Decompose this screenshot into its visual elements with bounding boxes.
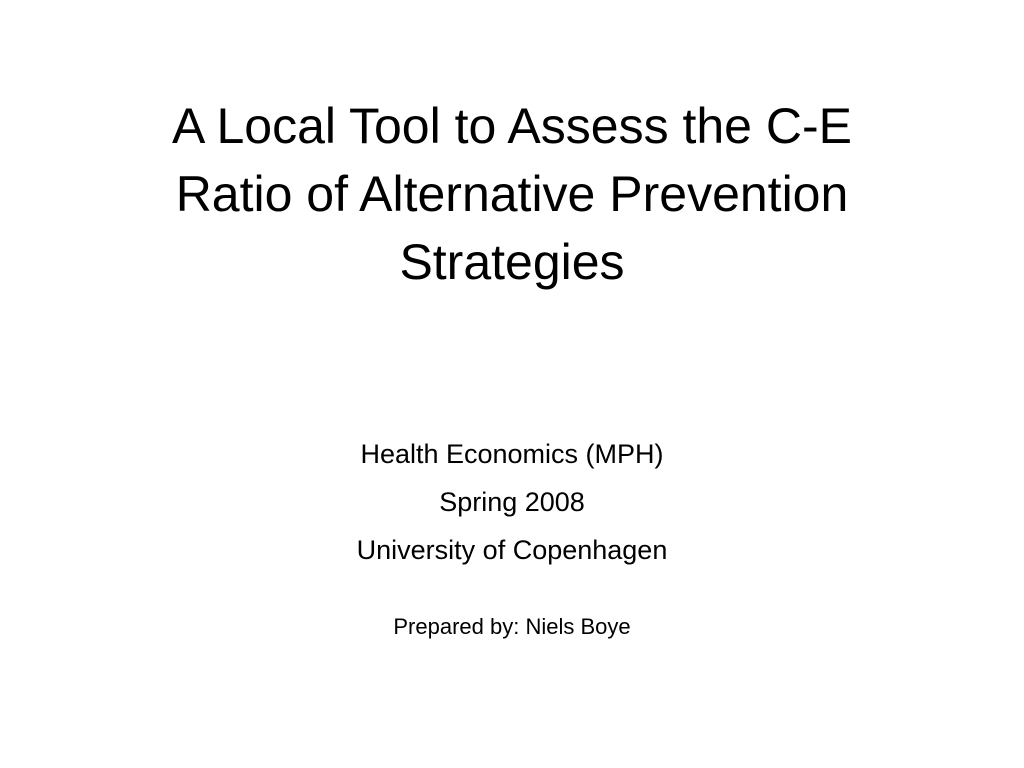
slide-title-line-1: A Local Tool to Assess the C-E [171,98,852,154]
course-name: Health Economics (MPH) [360,439,664,469]
prepared-by: Prepared by: Niels Boye [393,614,631,639]
slide-title-line-2: Ratio of Alternative Prevention [175,166,849,222]
slide-title-line-3: Strategies [399,234,625,290]
institution: University of Copenhagen [356,535,668,565]
term: Spring 2008 [439,487,585,517]
slide-title [60,92,964,296]
slide-subtitle [112,430,912,642]
